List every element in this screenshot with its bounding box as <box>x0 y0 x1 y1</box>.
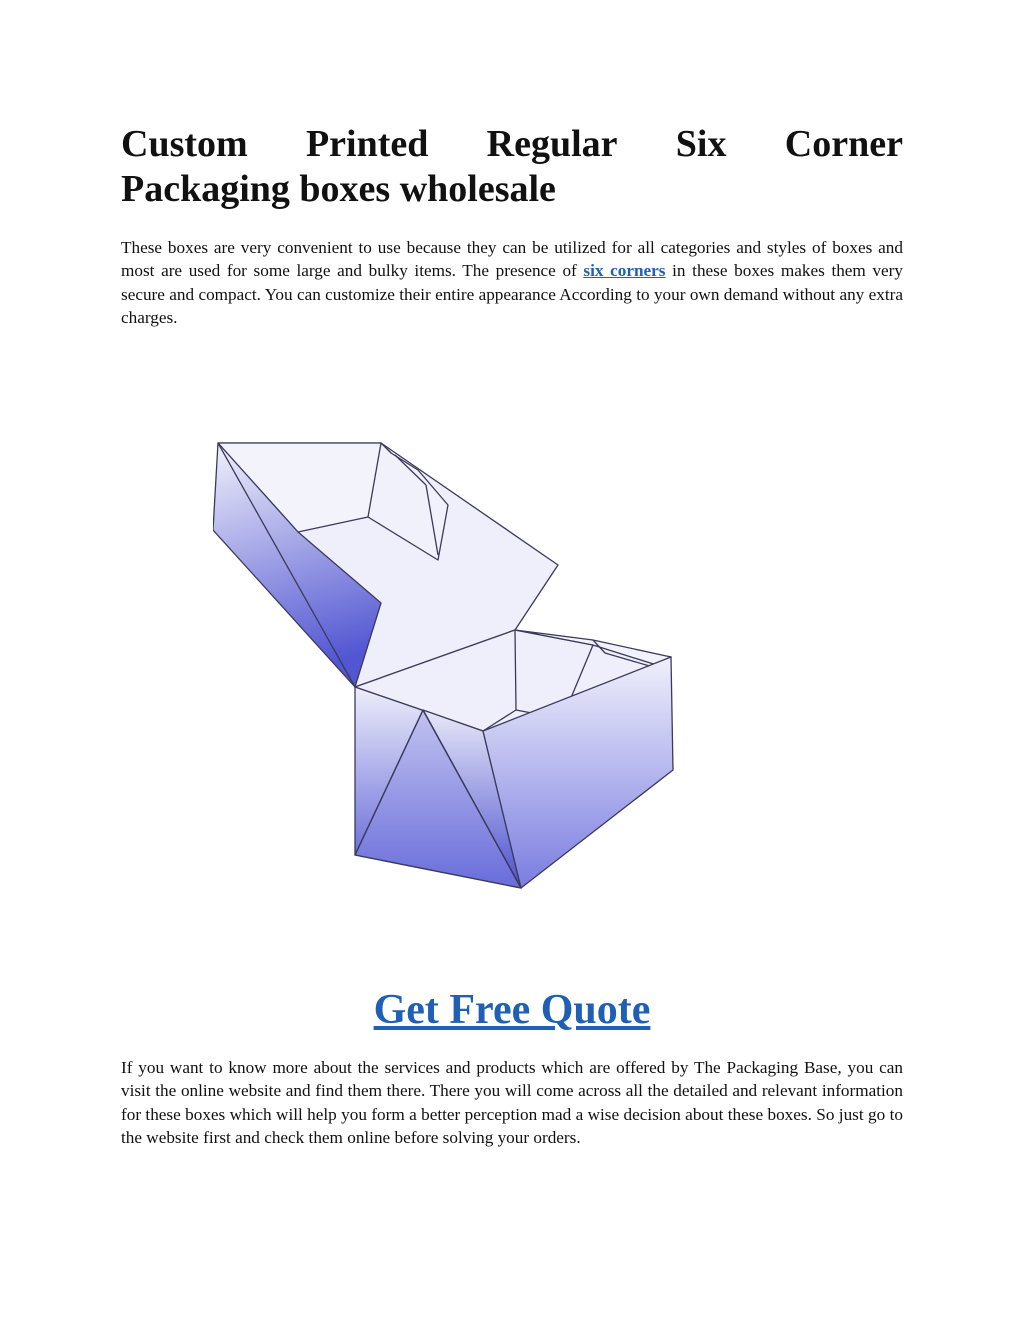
intro-text-after-link: in these boxes makes them very secure and compact. You can customize their entire appearance According to your own demand without any extra charges. <box>121 261 903 328</box>
outro-paragraph: If you want to know more about the services and products which are offered by The Packaging Base, you can visit the online website and find them there. There you will come across all the detailed and relevant information for these boxes which will help you form a better perception mad a wise decision about these boxes. So just go to the website first and check them online before solving your orders. <box>121 1058 903 1148</box>
six-corner-box-illustration <box>213 435 683 895</box>
get-free-quote-link[interactable]: Get Free Quote <box>373 987 651 1033</box>
title-word: Custom <box>121 123 248 165</box>
title-word: Six <box>675 123 727 165</box>
title-word: Corner <box>784 123 903 165</box>
six-corners-link[interactable]: six corners <box>583 261 666 281</box>
title-word: Regular <box>486 123 618 165</box>
intro-paragraph <box>121 236 903 330</box>
get-free-quote-heading <box>121 982 903 1038</box>
title-line-2: Packaging boxes wholesale <box>121 168 556 210</box>
page-title <box>121 122 903 212</box>
intro-text-before-link: These boxes are very convenient to use because they can be utilized for all categories and styles of boxes and most are used for some large and bulky items. The presence of <box>121 238 903 281</box>
title-line-1 <box>121 122 903 167</box>
title-word: Printed <box>305 123 429 165</box>
